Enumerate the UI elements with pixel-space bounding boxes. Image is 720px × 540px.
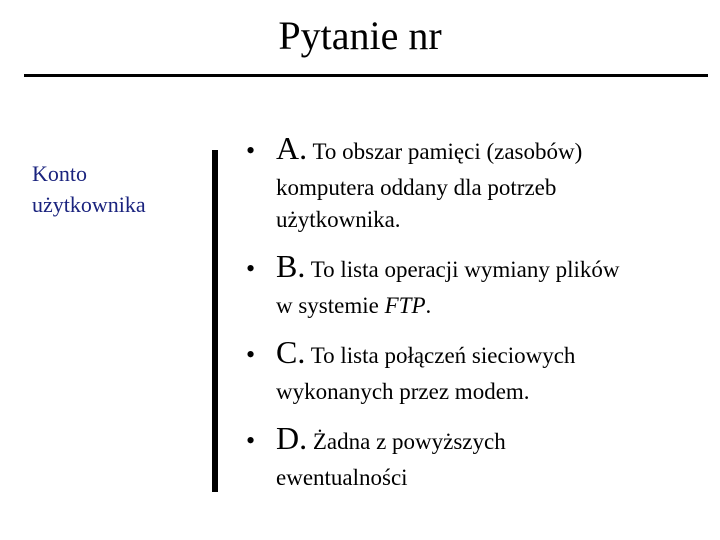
answer-text: To lista operacji wymiany plików <box>310 257 620 282</box>
term-label <box>32 158 202 220</box>
answer-letter: D. <box>276 420 308 456</box>
answer-continuation-line: ewentualności <box>276 465 408 490</box>
term-line-1: Konto <box>32 161 87 186</box>
answer-letter: C. <box>276 334 306 370</box>
answer-list <box>246 128 716 504</box>
answer-continuation-line: wykonanych przez modem. <box>276 379 530 404</box>
title-divider <box>24 74 708 77</box>
answer-text: Żadna z powyższych <box>312 429 506 454</box>
answer-letter: A. <box>276 130 308 166</box>
answer-continuation-line: komputera oddany dla potrzeb <box>276 175 557 200</box>
answer-letter: B. <box>276 248 306 284</box>
answer-continuation <box>276 290 716 322</box>
bullet-icon: • <box>246 426 256 455</box>
answer-a[interactable] <box>246 128 716 236</box>
answer-continuation <box>276 172 716 236</box>
vertical-divider <box>212 150 218 492</box>
answer-text: To obszar pamięci (zasobów) <box>312 139 583 164</box>
bullet-icon: • <box>246 340 256 369</box>
answer-continuation-text: w systemie <box>276 293 385 318</box>
answer-continuation-suffix: . <box>425 293 432 318</box>
bullet-icon: • <box>246 136 256 165</box>
page-title: Pytanie nr <box>278 13 442 58</box>
answer-d[interactable] <box>246 418 716 494</box>
bullet-icon: • <box>246 254 256 283</box>
answer-continuation-italic: FTP <box>384 293 426 318</box>
answer-continuation <box>276 462 716 494</box>
answer-continuation-line: użytkownika. <box>276 207 401 232</box>
answer-continuation <box>276 376 716 408</box>
answer-c[interactable] <box>246 332 716 408</box>
answer-text: To lista połączeń sieciowych <box>310 343 576 368</box>
term-line-2: użytkownika <box>32 192 146 217</box>
answer-b[interactable] <box>246 246 716 322</box>
